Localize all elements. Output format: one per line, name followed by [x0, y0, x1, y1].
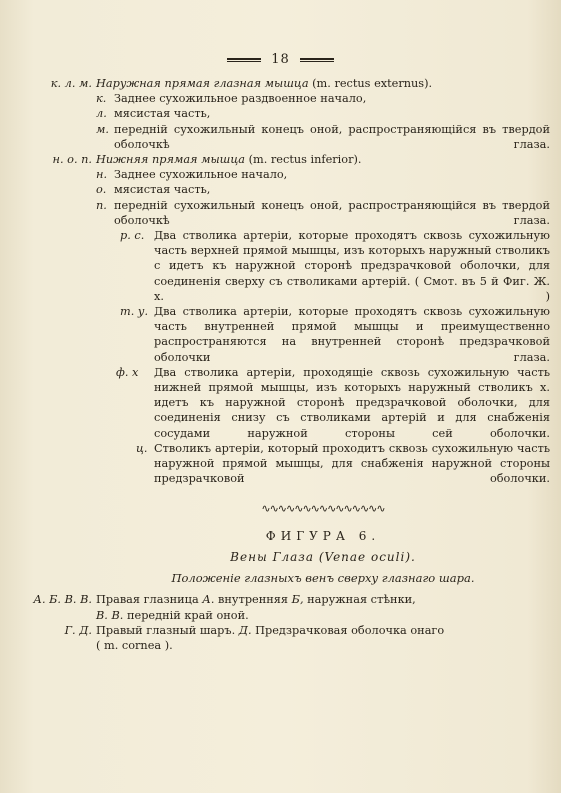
entry-sub-o: [96, 182, 550, 197]
entry-text: В. В. переднiй край оной.: [96, 608, 249, 622]
entry-text: Правая глазница А. внутренняя Б, наружная стѣнки,: [96, 593, 416, 607]
entry-text: мясистая часть,: [114, 183, 211, 197]
entry-label: ц.: [136, 441, 148, 455]
entry-external-rectus-heading: [50, 76, 550, 91]
entry-text: Два стволика артерiи, которые проходятъ сквозь сухожильную часть верхней прямой мышцы, изъ которыхъ наружный стволикъ с идетъ къ наружной сторонѣ предзрачковой оболочки, для соединенiя сверху съ стволиками артерiй. ( Смот. въ 5 й Фиг. Ж. х. ): [154, 229, 550, 303]
entry-inferior-rectus-heading: [52, 152, 550, 167]
entry-arteries-rs: [96, 228, 550, 304]
header-rule-left: [227, 58, 261, 62]
entry-text: Правый глазный шаръ. Д. Предзрачковая оболочка онаго: [96, 623, 445, 637]
entry-text: Два стволика артерiи, которые проходятъ сквозь сухожильную часть внутренней прямой мышцы и преимущественно распространяются на внутренней сторонѣ предзрачковой оболочки глаза.: [154, 305, 550, 364]
entry-text: Два стволика артерiи, проходящiе сквозь сухожильную часть нижней прямой мышцы, изъ которыхъ наружный стволикъ х. идетъ къ наружной сторонѣ предзрачковой оболочки, для соединенiя снизу съ стволиками артерiй и для снабженiя сосудами наружной стороны сей оболочки.: [154, 365, 550, 440]
entry-sub-k: [96, 91, 550, 106]
section-divider-ornament: ∿∿∿∿∿∿∿∿∿∿∿∿∿∿∿: [261, 502, 385, 516]
figure-subtitle: Вены Глаза (Venae oculi).: [230, 549, 416, 564]
figure-entry-orbit-cont: [96, 608, 550, 623]
entry-label: Г. Д.: [64, 623, 92, 637]
entry-arteries-tu: [96, 304, 550, 365]
page-number: 18: [271, 52, 290, 67]
entry-text: мясистая часть,: [114, 107, 211, 121]
entry-label: к. л. м.: [50, 77, 92, 90]
entry-label: л.: [96, 107, 107, 121]
entry-arteries-fx: [96, 365, 550, 441]
entry-title: Наружная прямая глазная мышца (m. rectus externus).: [96, 77, 433, 90]
figure-caption: Положенiе глазныхъ венъ сверху глазнаго шара.: [171, 571, 475, 586]
entry-label: о.: [96, 183, 107, 197]
page-header: [0, 52, 561, 67]
entry-label: п.: [96, 198, 107, 212]
entry-label: н.: [96, 168, 108, 182]
figure-entry-orbit: [33, 592, 550, 607]
entry-label: А. Б. В. В.: [33, 593, 92, 607]
entry-label: р. с.: [120, 229, 145, 243]
figure-entry-eyeball: [64, 623, 550, 638]
entry-text: переднiй сухожильный конецъ оной, распространяющiйся въ твердой оболочкѣ глаза.: [114, 122, 550, 151]
page-body: [33, 76, 550, 653]
figure-title: ФИГУРА 6.: [265, 528, 381, 543]
entry-sub-n: [96, 167, 550, 182]
header-rule-right: [300, 58, 334, 62]
entry-text: ( m. cornea ).: [96, 638, 173, 652]
entry-label: к.: [96, 92, 107, 106]
entry-text: переднiй сухожильный конецъ оной, распространяющiйся въ твердой оболочкѣ глаза.: [114, 198, 550, 227]
entry-sub-m: [96, 122, 550, 152]
entry-text: Стволикъ артерiи, который проходитъ сквозь сухожильную часть наружной прямой мышцы, для снабженiя наружной стороны предзрачковой оболочки.: [154, 441, 550, 486]
entry-text: Заднее сухожильное начало,: [114, 168, 288, 182]
entry-title: Нижняя прямая мышца (m. rectus inferior).: [96, 153, 362, 167]
entry-text: Заднее сухожильное раздвоенное начало,: [114, 92, 367, 106]
entry-sub-l: [96, 106, 550, 121]
entry-sub-p: [96, 198, 550, 228]
entry-artery-ts: [96, 441, 550, 487]
entry-label: н. о. п.: [52, 153, 92, 167]
figure-entry-eyeball-cont: [96, 638, 550, 653]
entry-label: м.: [96, 122, 109, 136]
entry-label: ф. х: [116, 365, 139, 379]
entry-label: т. у.: [120, 305, 149, 319]
